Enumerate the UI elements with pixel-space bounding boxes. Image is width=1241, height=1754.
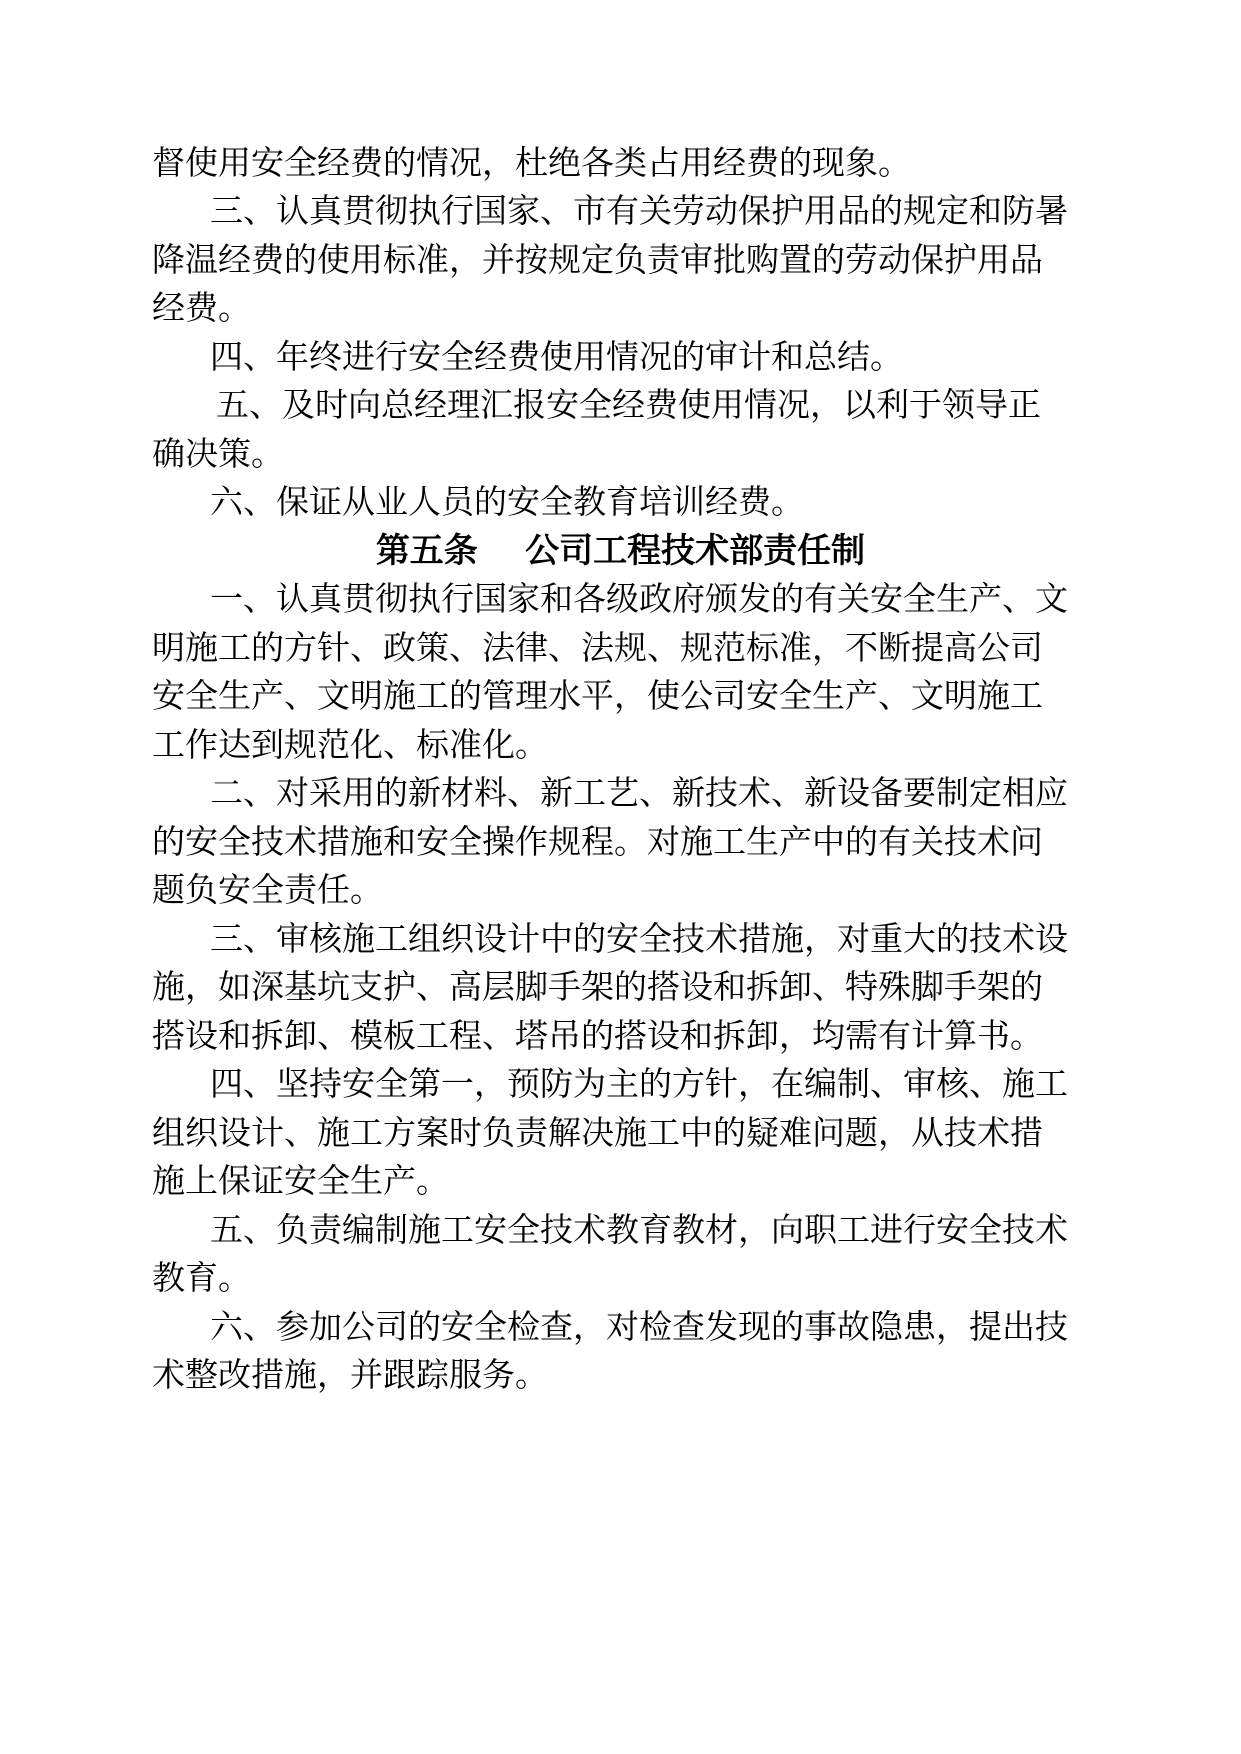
section-heading: 第五条 公司工程技术部责任制 — [375, 531, 866, 571]
text-line: 工作达到规范化、标准化。 — [152, 725, 548, 764]
text-line: 搭设和拆卸、模板工程、塔吊的搭设和拆卸，均需有计算书。 — [152, 1016, 1043, 1055]
text-line: 六、保证从业人员的安全教育培训经费。 — [210, 482, 804, 521]
text-line: 施上保证安全生产。 — [152, 1161, 449, 1200]
text-line: 明施工的方针、政策、法律、法规、规范标准，不断提高公司 — [152, 628, 1043, 667]
text-line: 题负安全责任。 — [152, 870, 383, 909]
text-line: 督使用安全经费的情况，杜绝各类占用经费的现象。 — [152, 143, 911, 182]
text-line: 六、参加公司的安全检查，对检查发现的事故隐患，提出技 — [210, 1307, 1068, 1346]
text-line: 教育。 — [152, 1258, 251, 1297]
text-line: 一、认真贯彻执行国家和各级政府颁发的有关安全生产、文 — [210, 579, 1068, 618]
text-line: 的安全技术措施和安全操作规程。对施工生产中的有关技术问 — [152, 822, 1043, 861]
text-line: 五、及时向总经理汇报安全经费使用情况，以利于领导正 — [216, 385, 1041, 424]
text-line: 三、认真贯彻执行国家、市有关劳动保护用品的规定和防暑 — [210, 191, 1068, 230]
text-line: 确决策。 — [152, 434, 284, 473]
text-line: 二、对采用的新材料、新工艺、新技术、新设备要制定相应 — [210, 773, 1068, 812]
text-line: 施，如深基坑支护、高层脚手架的搭设和拆卸、特殊脚手架的 — [152, 967, 1043, 1006]
text-line: 组织设计、施工方案时负责解决施工中的疑难问题，从技术措 — [152, 1113, 1043, 1152]
text-line: 五、负责编制施工安全技术教育教材，向职工进行安全技术 — [210, 1210, 1068, 1249]
text-line: 四、坚持安全第一，预防为主的方针，在编制、审核、施工 — [210, 1064, 1068, 1103]
text-line: 降温经费的使用标准，并按规定负责审批购置的劳动保护用品 — [152, 240, 1043, 279]
text-line: 术整改措施，并跟踪服务。 — [152, 1355, 548, 1394]
text-line: 三、审核施工组织设计中的安全技术措施，对重大的技术设 — [210, 919, 1068, 958]
text-line: 四、年终进行安全经费使用情况的审计和总结。 — [210, 337, 903, 376]
text-line: 安全生产、文明施工的管理水平，使公司安全生产、文明施工 — [152, 676, 1043, 715]
text-line: 经费。 — [152, 288, 251, 327]
